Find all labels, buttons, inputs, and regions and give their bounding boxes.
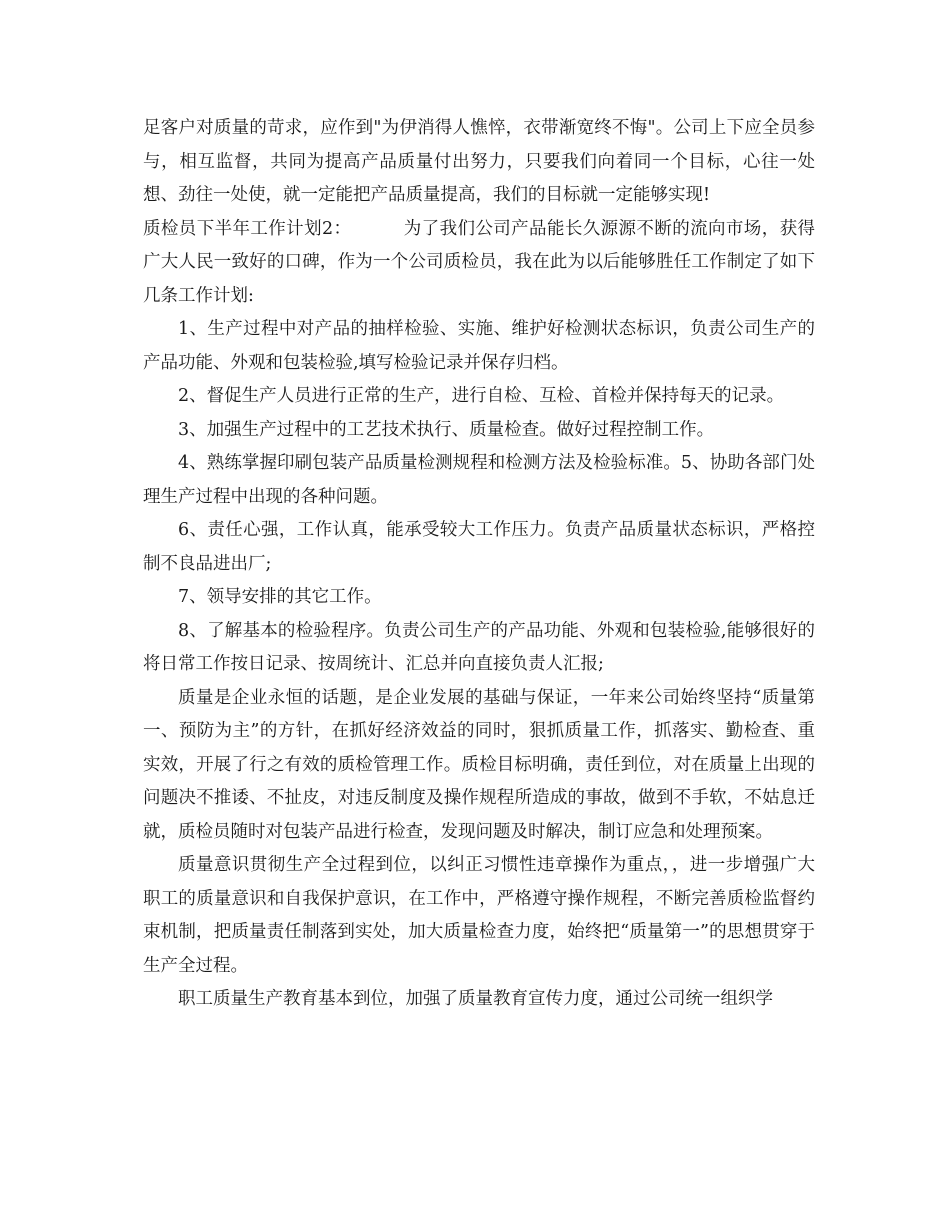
list-item-7: 7、领导安排的其它工作。: [178, 587, 382, 607]
document-body: [143, 112, 815, 1017]
paragraph-quality-topic: 质量是企业永恒的话题，是企业发展的基础与保证，一年来公司始终坚持“质量第一、预防为主”的方针，在抓好经济效益的同时，狠抓质量工作，抓落实、勤检查、重实效，开展了行之有效的质检管理工作。质检目标明确，责任到位，对在质量上出现的问题决不推诿、不扯皮，对违反制度及操作规程所造成的事故，做到不手软，不姑息迁就，质检员随时对包装产品进行检查，发现问题及时解决，制订应急和处理预案。: [143, 687, 815, 842]
list-item-6: 6、责任心强，工作认真，能承受较大工作压力。负责产品质量状态标识，严格控制不良品进出厂;: [143, 520, 815, 574]
list-item-3: 3、加强生产过程中的工艺技术执行、质量检查。做好过程控制工作。: [178, 419, 715, 440]
section-heading: 质检员下半年工作计划2：: [143, 218, 352, 239]
list-item-1: 1、生产过程中对产品的抽样检验、实施、维护好检测状态标识，负责公司生产的产品功能、外观和包装检验,填写检验记录并保存归档。: [143, 319, 815, 373]
paragraph-1: [143, 213, 815, 314]
list-item-8: 8、了解基本的检验程序。负责公司生产的产品功能、外观和包装检验,能够很好的将日常工作按日记录、按周统计、汇总并向直接负责人汇报;: [143, 620, 815, 674]
paragraph-1-text: 为了我们公司产品能长久源源不断的流向市场，获得广大人民一致好的口碑，作为一个公司质检员，我在此为以后能够胜任工作制定了如下几条工作计划:: [143, 218, 815, 306]
paragraph-quality-awareness: 质量意识贯彻生产全过程到位，以纠正习惯性违章操作为重点，，进一步增强广大职工的质量意识和自我保护意识，在工作中，严格遵守操作规程，不断完善质检监督约束机制，把质量责任制落到实处，加大质量检查力度，始终把“质量第一”的思想贯穿于生产全过程。: [143, 855, 815, 976]
paragraph-quality-education: 职工质量生产教育基本到位，加强了质量教育宣传力度，通过公司统一组织学: [178, 989, 773, 1009]
paragraph-0: 足客户对质量的苛求，应作到"为伊消得人憔悴，衣带渐宽终不悔"。公司上下应全员参与，相互监督，共同为提高产品质量付出努力，只要我们向着同一个目标，心往一处想、劲往一处使，就一定能把产品质量提高，我们的目标就一定能够实现!: [143, 118, 815, 205]
list-item-2: 2、督促生产人员进行正常的生产，进行自检、互检、首检并保持每天的记录。: [178, 386, 785, 406]
list-item-4: 4、熟练掌握印刷包装产品质量检测规程和检测方法及检验标准。5、协助各部门处理生产过程中出现的各种问题。: [143, 453, 815, 507]
